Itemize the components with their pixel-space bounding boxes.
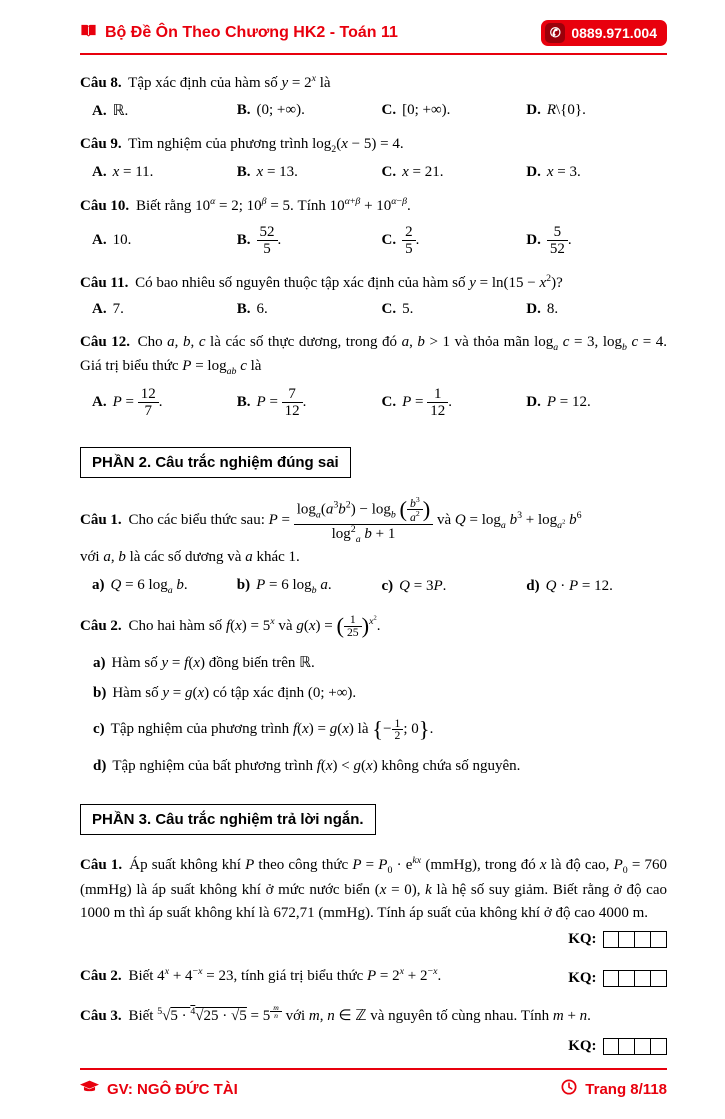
answer-box — [618, 970, 635, 987]
option-value: 5. — [402, 301, 414, 318]
question-text: Biết $^5$√5 · $^4$√25 · √5 = 5 $^{\frac{m}{n}}$ với m, n ∈ ℤ và nguyên tố cùng nhau. Tính m + n. — [128, 1002, 591, 1025]
option-letter: B. — [236, 102, 251, 119]
option-value: 10. — [112, 232, 132, 249]
option-letter: C. — [381, 102, 397, 119]
statement-value: P = 6 $\log_b a$. — [256, 577, 332, 597]
kq-label: KQ: — [568, 931, 597, 948]
question-stem — [80, 1004, 667, 1029]
statement-c — [93, 713, 667, 747]
footer-right — [561, 1079, 667, 1099]
statement-value: Tập nghiệm của phương trình f(x) = g(x) là {− $\frac{1}{2}$ ; 0}. — [110, 716, 434, 743]
statement-row — [80, 577, 667, 596]
option-value: 7. — [112, 301, 124, 318]
option-b — [237, 102, 378, 119]
statement-letter: d) — [526, 578, 540, 595]
answer-box — [603, 970, 620, 987]
option-letter: C. — [381, 232, 397, 249]
statement-a — [92, 577, 233, 596]
option-a — [92, 101, 233, 120]
answer-boxes — [603, 1038, 667, 1055]
option-letter: B. — [236, 163, 251, 180]
question — [80, 964, 667, 990]
question — [80, 853, 667, 951]
option-c — [382, 301, 523, 318]
option-b — [237, 301, 378, 318]
question-stem — [80, 609, 667, 644]
option-b — [237, 164, 378, 181]
question-label: Câu 9. — [80, 136, 122, 153]
option-value: (0; +∞). — [256, 102, 305, 119]
question-text: Tập xác định của hàm số $y = 2^x$ là — [128, 73, 331, 91]
question — [80, 194, 667, 258]
option-a — [92, 386, 233, 420]
question-label: Câu 3. — [80, 1008, 122, 1025]
statement-value: Hàm số y = f(x) đồng biến trên ℝ. — [111, 654, 315, 671]
option-letter: D. — [526, 301, 541, 318]
statement-letter: a) — [93, 654, 106, 671]
page-header — [80, 20, 667, 46]
answer-box — [634, 1038, 651, 1055]
statement-b — [237, 577, 378, 596]
option-value: x = 21. — [402, 163, 444, 180]
statement-b — [93, 682, 667, 705]
question — [80, 331, 667, 420]
phone-icon: ✆ — [545, 23, 565, 43]
option-letter: C. — [381, 163, 397, 180]
option-value: P = $\frac{7}{12}$ . — [256, 385, 307, 420]
statement-letter: d) — [93, 757, 107, 774]
option-letter: B. — [236, 301, 251, 318]
option-letter: C. — [381, 301, 397, 318]
option-letter: A. — [92, 394, 107, 411]
option-letter: D. — [526, 163, 541, 180]
statement-d — [93, 755, 667, 778]
answer-field — [568, 928, 667, 951]
phone-badge — [541, 20, 667, 46]
statement-letter: c) — [381, 578, 394, 595]
option-c — [382, 102, 523, 119]
kq-label: KQ: — [568, 1038, 597, 1055]
document-title: Bộ Đề Ôn Theo Chương HK2 - Toán 11 — [105, 24, 398, 41]
question-label: Câu 10. — [80, 197, 130, 214]
option-letter: B. — [236, 394, 251, 411]
graduation-cap-icon — [80, 1080, 99, 1098]
question-text: Cho a, b, c là các số thực dương, trong đó a, b > 1 và thỏa mãn $\log_a c = 3$, $\log_b c = 4$. Giá trị biểu thức $P = \log_{ab} c$ là — [80, 334, 668, 378]
question-text: Biết $4^x + 4^{-x} = 23$, tính giá trị biểu thức $P = 2^x + 2^{-x}$. — [128, 966, 442, 985]
question-stem — [80, 964, 667, 988]
option-d — [526, 102, 667, 119]
answer-box — [650, 1038, 667, 1055]
statement-value: Hàm số y = g(x) có tập xác định (0; +∞). — [112, 685, 357, 702]
answer-box — [603, 1038, 620, 1055]
answer-box — [618, 1038, 635, 1055]
question-label: Câu 8. — [80, 75, 122, 91]
answer-line — [80, 1035, 667, 1055]
statement-value: Q · P = 12. — [545, 578, 613, 595]
answer-field — [568, 1038, 667, 1055]
option-value: $\frac{5}{52}$ . — [547, 232, 572, 248]
question-stem — [80, 496, 667, 546]
option-value: P = $\frac{1}{12}$ . — [402, 385, 452, 420]
kq-label: KQ: — [568, 970, 597, 987]
answer-box — [634, 931, 651, 948]
header-left — [80, 23, 398, 43]
question-text: Áp suất không khí P theo công thức $P = P_0 \cdot e^{kx}$ (mmHg), trong đó x là độ cao, $P_0 = 760$ (mmHg) là áp suất không khí ở mức nước biển (x = 0), k là hệ số suy giảm. Biết rằng ở độ cao 1000 m thì áp suất không khí là 672,71 (mmHg). Tính áp suất của không khí ở độ cao 4000 m. — [80, 855, 668, 921]
question-stem — [80, 194, 667, 218]
question — [80, 271, 667, 318]
options-row — [80, 301, 667, 318]
question — [80, 1004, 667, 1056]
question-text: Cho các biểu thức sau: P = $\log_a(a^3b^2) - \log_b$ ( $\frac{b^3}{a^2}$ ) $\log^2_a b + 1$ và $Q = \log_a b^3 + \log_{a^2} b^6$ — [128, 494, 582, 545]
question — [80, 496, 667, 596]
option-letter: D. — [526, 102, 541, 119]
answer-box — [603, 931, 620, 948]
option-d — [526, 224, 667, 258]
statement-d — [526, 578, 667, 595]
section-3-title: PHẦN 3. Câu trắc nghiệm trả lời ngắn. — [80, 804, 376, 835]
question — [80, 133, 667, 180]
options-row — [80, 101, 667, 120]
question-stem — [80, 331, 667, 380]
option-value: 8. — [546, 301, 559, 318]
statement-value: Q = 6 $\log_a b$. — [110, 577, 188, 597]
option-letter: C. — [381, 394, 397, 411]
answer-field — [568, 967, 667, 990]
question-text: Tìm nghiệm của phương trình $\log_2(x - 5) = 4$. — [128, 136, 404, 156]
option-value: [0; +∞). — [402, 102, 451, 119]
option-value: P = $\frac{12}{7}$ . — [112, 385, 163, 420]
option-b — [237, 386, 378, 420]
section-2-title: PHẦN 2. Câu trắc nghiệm đúng sai — [80, 447, 351, 478]
option-value: $\frac{52}{5}$ . — [257, 232, 282, 248]
question-label: Câu 11. — [80, 274, 129, 291]
question-stem — [80, 853, 668, 948]
question-text: Biết rằng $10^\alpha = 2$; $10^\beta = 5$. Tính $10^{\alpha+\beta} + 10^{\alpha-\beta}$. — [135, 195, 411, 214]
option-b — [237, 224, 378, 258]
answer-boxes — [603, 931, 667, 948]
option-letter: D. — [526, 394, 541, 411]
option-letter: A. — [92, 103, 107, 120]
question-text: Có bao nhiêu số nguyên thuộc tập xác định của hàm số $y = \ln(15 - x^2)$? — [135, 272, 563, 291]
option-value: R\{0}. — [546, 102, 586, 119]
question-text-2: với a, b là các số dương và a khác 1. — [80, 548, 300, 565]
answer-box — [650, 931, 667, 948]
question-label: Câu 12. — [80, 334, 130, 351]
question-stem — [80, 71, 667, 95]
option-letter: A. — [92, 163, 107, 180]
option-letter: D. — [526, 232, 541, 249]
statement-list — [80, 652, 667, 777]
statement-letter: b) — [236, 577, 251, 594]
statement-c — [382, 578, 523, 595]
teacher-name: GV: NGÔ ĐỨC TÀI — [107, 1080, 238, 1098]
option-value: ℝ. — [112, 103, 129, 120]
option-letter: B. — [236, 232, 251, 249]
option-d — [526, 164, 667, 181]
question-label: Câu 2. — [80, 968, 122, 985]
option-value: P = 12. — [546, 394, 591, 411]
option-letter: A. — [92, 232, 107, 249]
question-label: Câu 2. — [80, 617, 122, 634]
options-row — [80, 164, 667, 181]
answer-box — [618, 931, 635, 948]
question-stem — [80, 133, 667, 157]
page-footer — [80, 1068, 667, 1105]
statement-letter: c) — [93, 721, 105, 738]
option-d — [526, 301, 667, 318]
question — [80, 609, 667, 777]
question — [80, 71, 667, 120]
statement-letter: b) — [93, 685, 107, 702]
option-value: x = 3. — [546, 163, 581, 180]
option-d — [526, 394, 667, 411]
footer-left — [80, 1080, 238, 1098]
page-number: Trang 8/118 — [585, 1080, 667, 1098]
footer-divider — [80, 1068, 667, 1070]
question-label: Câu 1. — [80, 857, 123, 874]
option-value: 6. — [256, 301, 268, 318]
statement-value: Q = 3P. — [399, 578, 447, 595]
option-a — [92, 232, 233, 249]
options-row — [80, 386, 667, 420]
statement-value: Tập nghiệm của bất phương trình f(x) < g(x) không chứa số nguyên. — [112, 757, 521, 774]
option-c — [382, 386, 523, 420]
option-value: x = 13. — [256, 163, 298, 180]
header-divider — [80, 53, 667, 55]
option-value: $\frac{2}{5}$ . — [402, 232, 419, 248]
option-value: x = 11. — [112, 163, 154, 180]
question-stem — [80, 271, 667, 295]
statement-a — [93, 652, 667, 675]
option-c — [382, 164, 523, 181]
clock-icon — [561, 1079, 577, 1099]
option-a — [92, 301, 233, 318]
answer-box — [634, 970, 651, 987]
question-label: Câu 1. — [80, 512, 122, 529]
book-icon — [80, 23, 97, 43]
statement-letter: a) — [92, 577, 105, 594]
option-c — [382, 224, 523, 258]
question-text: Cho hai hàm số $f(x) = 5^x$ và g(x) = ( $\frac{1}{25}$ )$^{x^2}$. — [128, 613, 381, 640]
answer-box — [650, 970, 667, 987]
option-a — [92, 164, 233, 181]
phone-number: 0889.971.004 — [571, 25, 657, 41]
options-row — [80, 224, 667, 258]
answer-boxes — [603, 970, 667, 987]
option-letter: A. — [92, 301, 107, 318]
